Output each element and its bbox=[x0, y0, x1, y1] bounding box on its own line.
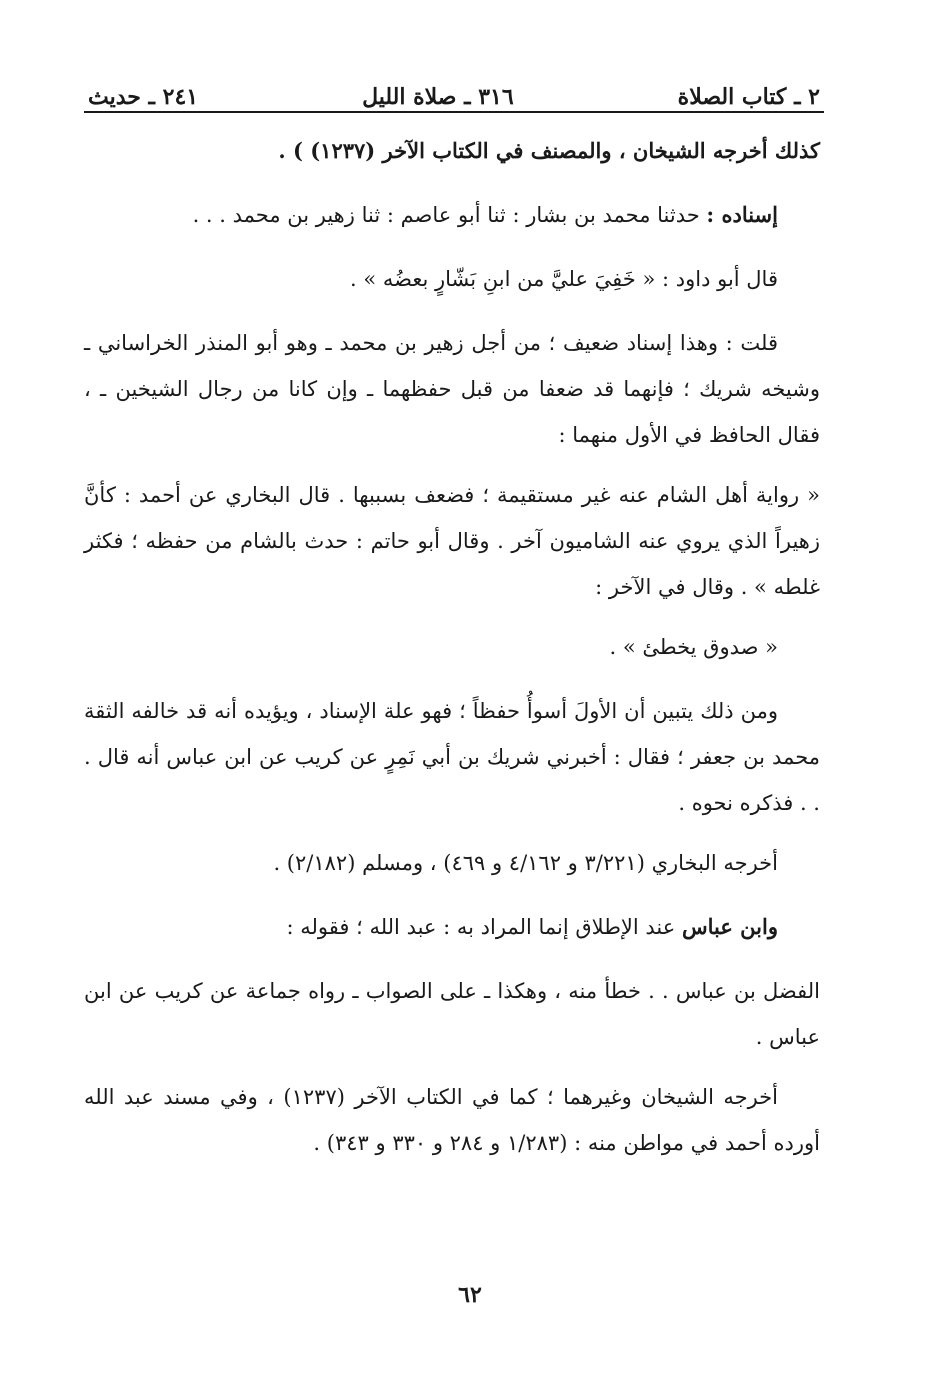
header-rule bbox=[84, 111, 824, 113]
paragraph-6-text: « صدوق يخطئ » . bbox=[609, 635, 778, 659]
paragraph-7 bbox=[84, 688, 820, 826]
paragraph-2-lead: إسناده : bbox=[706, 202, 778, 227]
paragraph-7-text: ومن ذلك يتبين أن الأولَ أسوأُ حفظاً ؛ فهو علة الإسناد ، ويؤيده أنه قد خالفه الثقة محمد بن جعفر ؛ فقال : أخبرني شريك بن أبي نَمِرٍ عن كريب عن ابن عباس أنه قال . . . فذكره نحوه . bbox=[84, 699, 820, 815]
paragraph-9-lead: وابن عباس bbox=[681, 914, 778, 939]
header-hadith-number: ٢٤١ ـ حديث bbox=[88, 84, 199, 110]
header-section: ٣١٦ ـ صلاة الليل bbox=[362, 84, 514, 110]
paragraph-1 bbox=[84, 128, 820, 174]
paragraph-10 bbox=[84, 968, 820, 1060]
paragraph-6 bbox=[84, 624, 820, 670]
paragraph-4 bbox=[84, 320, 820, 458]
page-number: ٦٢ bbox=[458, 1282, 482, 1308]
paragraph-11-text: أخرجه الشيخان وغيرهما ؛ كما في الكتاب الآخر (١٢٣٧) ، وفي مسند عبد الله أورده أحمد في مواطن منه : (١/٢٨٣ و ٢٨٤ و ٣٣٠ و ٣٤٣) . bbox=[84, 1085, 820, 1155]
paragraph-1-text: كذلك أخرجه الشيخان ، والمصنف في الكتاب الآخر (١٢٣٧) ) . bbox=[278, 138, 820, 163]
body-text bbox=[84, 128, 820, 1180]
paragraph-10-text: الفضل بن عباس . . خطأ منه ، وهكذا ـ على الصواب ـ رواه جماعة عن كريب عن ابن عباس . bbox=[84, 979, 820, 1049]
paragraph-9 bbox=[84, 904, 820, 950]
paragraph-2 bbox=[84, 192, 820, 238]
paragraph-5-text: « رواية أهل الشام عنه غير مستقيمة ؛ فضعف بسببها . قال البخاري عن أحمد : كأنَّ زهيراً الذي يروي عنه الشاميون آخر . وقال أبو حاتم : حدث بالشام من حفظه ؛ فكثر غلطه » . وقال في الآخر : bbox=[84, 483, 820, 599]
paragraph-8-text: أخرجه البخاري (٣/٢٢١ و ٤/١٦٢ و ٤٦٩) ، ومسلم (٢/١٨٢) . bbox=[273, 851, 778, 875]
paragraph-3 bbox=[84, 256, 820, 302]
paragraph-5 bbox=[84, 472, 820, 610]
paragraph-8 bbox=[84, 840, 820, 886]
paragraph-11 bbox=[84, 1074, 820, 1166]
header-chapter: ٢ ـ كتاب الصلاة bbox=[677, 84, 820, 110]
paragraph-3-text: قال أبو داود : « خَفِيَ عليَّ من ابنِ بَشّارٍ بعضُه » . bbox=[349, 267, 778, 291]
paragraph-4-text: قلت : وهذا إسناد ضعيف ؛ من أجل زهير بن محمد ـ وهو أبو المنذر الخراساني ـ وشيخه شريك ؛ فإنهما قد ضعفا من قبل حفظهما ـ وإن كانا من رجال الشيخين ـ ، فقال الحافظ في الأول منهما : bbox=[84, 331, 820, 447]
running-header bbox=[88, 74, 820, 110]
paragraph-9-text: عند الإطلاق إنما المراد به : عبد الله ؛ فقوله : bbox=[286, 915, 682, 939]
paragraph-2-text: حدثنا محمد بن بشار : ثنا أبو عاصم : ثنا زهير بن محمد . . . bbox=[192, 203, 707, 227]
